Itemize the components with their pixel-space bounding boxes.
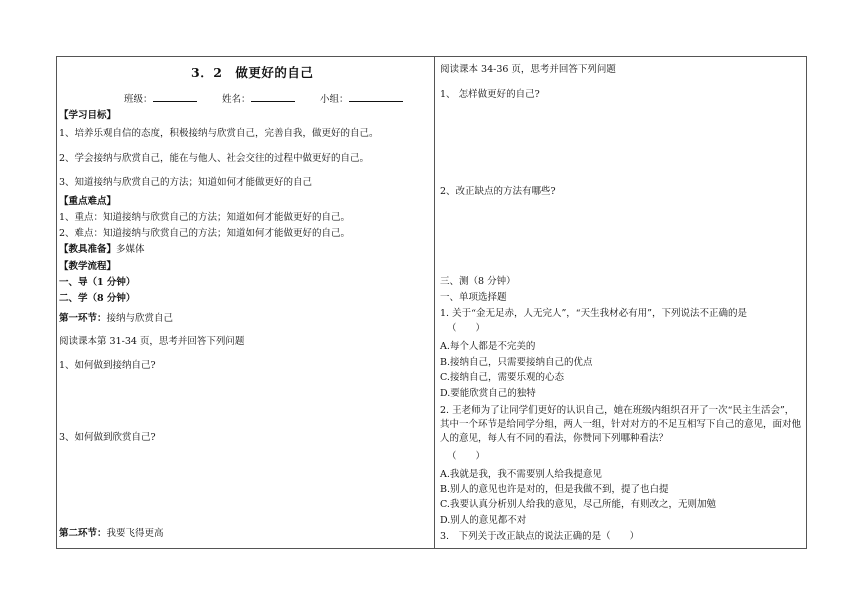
problem-2-stem: 2. 王老师为了让同学们更好的认识自己，她在班级内组织召开了一次“民主生活会”，其中一个环节是给同学分组，两人一组，针对对方的不足互相写下自己的意见，面对他人的意见，每人有不同的看法，你赞同下列哪种看法？ xyxy=(440,405,802,444)
tools-value: 多媒体 xyxy=(116,244,145,255)
class-blank[interactable] xyxy=(153,92,197,102)
problem-2-option[interactable]: A.我就是我，我不需要别人给我提意见 xyxy=(440,469,602,480)
question-1: 1、如何做到接纳自己? xyxy=(59,360,156,371)
right-question-1: 1、 怎样做更好的自己? xyxy=(440,89,540,100)
step-intro: 一、导（1 分钟） xyxy=(59,277,136,288)
tools-line xyxy=(59,244,145,256)
page-title: 3．2 做更好的自己 xyxy=(191,65,314,80)
link2-line xyxy=(59,528,164,540)
test-heading: 三、测（8 分钟） xyxy=(440,276,516,287)
link2-title: 我要飞得更高 xyxy=(106,528,164,539)
problem-3-stem: 3. 下列关于改正缺点的说法正确的是（ ） xyxy=(440,531,640,542)
group-field xyxy=(320,92,403,106)
key-point-item: 2、难点：知道接纳与欣赏自己的方法；知道如何才能做更好的自己。 xyxy=(59,228,351,239)
flow-heading: 【教学流程】 xyxy=(59,261,117,272)
problem-2-option[interactable]: B.别人的意见也许是对的，但是我做不到，提了也白提 xyxy=(440,484,669,495)
problem-2-option[interactable]: D.别人的意见都不对 xyxy=(440,515,527,526)
link1-line xyxy=(59,313,173,325)
reading-instruction: 阅读课本第 31-34 页，思考并回答下列问题 xyxy=(59,336,245,347)
goal-item: 3、知道接纳与欣赏自己的方法；知道如何才能做更好的自己 xyxy=(59,177,313,188)
name-label: 姓名： xyxy=(222,94,251,105)
problem-1-option[interactable]: B.接纳自己，只需要接纳自己的优点 xyxy=(440,357,593,368)
link1-title: 接纳与欣赏自己 xyxy=(106,313,174,324)
step-learn: 二、学（8 分钟） xyxy=(59,293,136,304)
problem-1-option[interactable]: C.接纳自己，需要乐观的心态 xyxy=(440,372,564,383)
problem-1-stem: 1. 关于“金无足赤，人无完人”，“天生我材必有用”，下列说法不正确的是 xyxy=(440,308,748,319)
group-label: 小组： xyxy=(320,94,349,105)
right-question-2: 2、改正缺点的方法有哪些? xyxy=(440,186,556,197)
link1-heading: 第一环节： xyxy=(59,313,107,324)
key-point-item: 1、重点：知道接纳与欣赏自己的方法；知道如何才能做更好的自己。 xyxy=(59,212,351,223)
name-blank[interactable] xyxy=(251,92,295,102)
goal-item: 1、培养乐观自信的态度，积极接纳与欣赏自己，完善自我，做更好的自己。 xyxy=(59,128,379,139)
single-choice-heading: 一、单项选择题 xyxy=(440,292,507,303)
class-label: 班级： xyxy=(124,94,153,105)
link2-heading: 第二环节： xyxy=(59,528,107,539)
problem-1-blank[interactable]: （ ） xyxy=(447,323,486,334)
group-blank[interactable] xyxy=(349,92,403,102)
name-field xyxy=(222,92,295,106)
reading-instruction-right: 阅读课本 34-36 页，思考并回答下列问题 xyxy=(440,64,616,75)
goal-item: 2、学会接纳与欣赏自己，能在与他人、社会交往的过程中做更好的自己。 xyxy=(59,153,370,164)
tools-heading: 【教具准备】 xyxy=(59,244,117,255)
goals-heading: 【学习目标】 xyxy=(59,110,117,121)
question-3: 3、如何做到欣赏自己? xyxy=(59,432,156,443)
class-field xyxy=(124,92,197,106)
key-points-heading: 【重点难点】 xyxy=(59,196,117,207)
problem-2-option[interactable]: C.我要认真分析别人给我的意见，尽己所能，有则改之，无则加勉 xyxy=(440,499,716,510)
problem-2-blank[interactable]: （ ） xyxy=(447,451,486,462)
problem-1-option[interactable]: A.每个人都是不完美的 xyxy=(440,341,536,352)
column-divider xyxy=(434,56,435,549)
problem-1-option[interactable]: D.要能欣赏自己的独特 xyxy=(440,388,536,399)
